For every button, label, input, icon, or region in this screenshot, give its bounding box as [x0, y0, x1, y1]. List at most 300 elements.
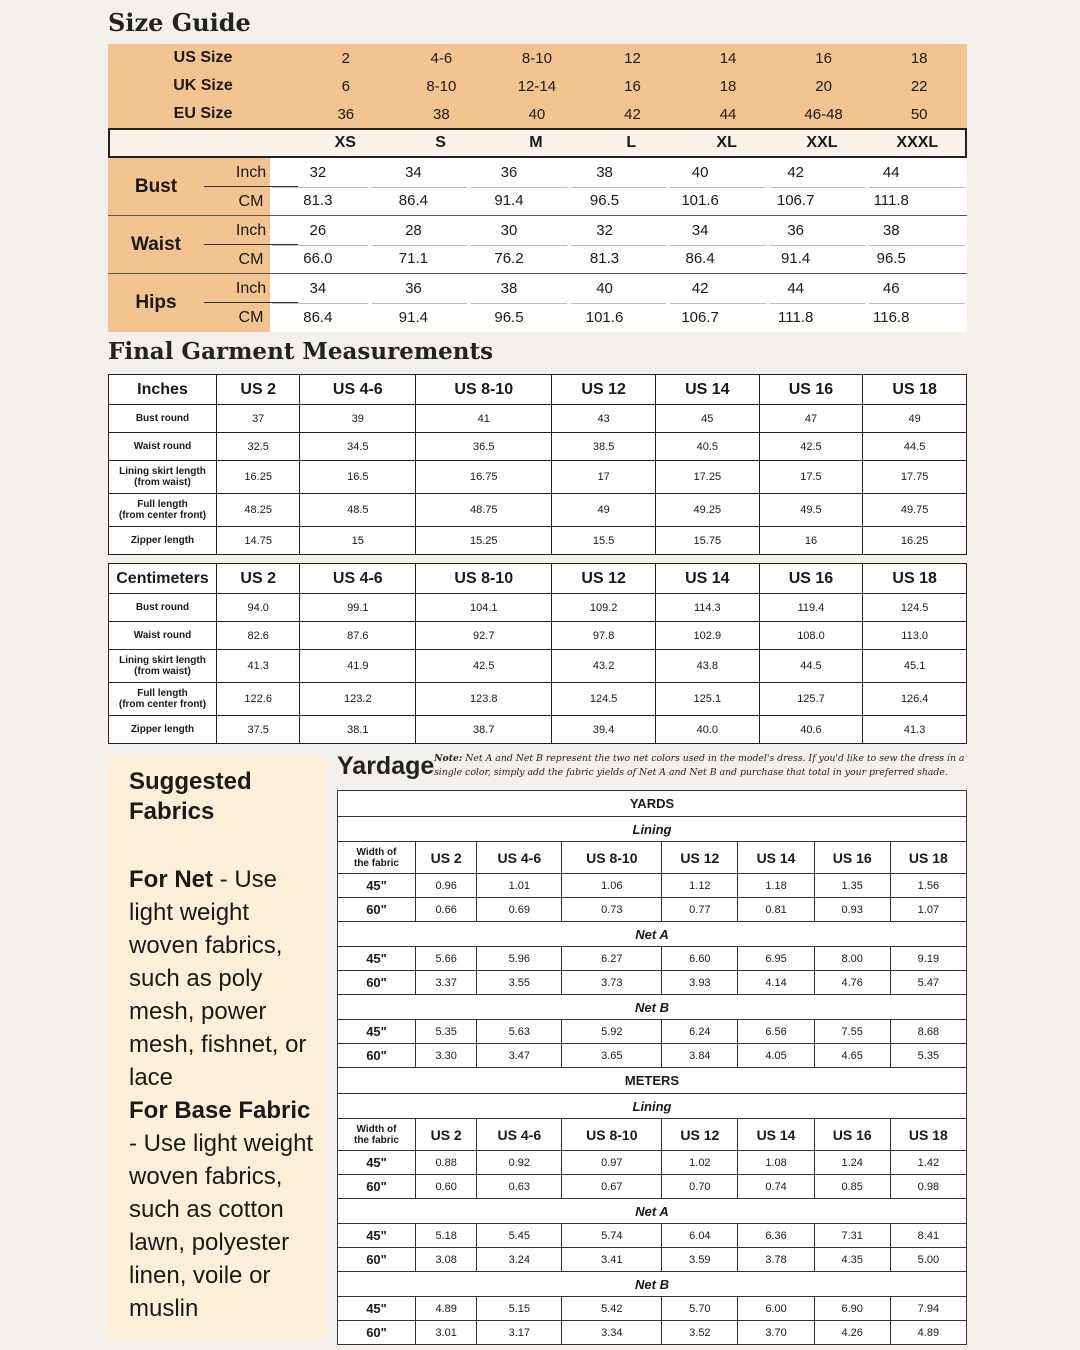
base-fabric-desc: - Use light weight woven fabrics, such as cotton lawn, polyester linen, voile or muslin [129, 1130, 314, 1322]
fabric-width: 60" [338, 1321, 416, 1345]
yardage-size-header: US 18 [890, 842, 966, 874]
yardage-size-header: US 2 [416, 842, 477, 874]
garment-value: 41.3 [863, 716, 967, 744]
cm-value: 116.8 [873, 309, 910, 326]
garment-row-label-line1: Bust round [135, 412, 190, 424]
size-value: 2 [341, 49, 350, 67]
inch-value: 40 [691, 163, 709, 181]
cm-value: 91.4 [494, 192, 524, 210]
size-value: 42 [624, 105, 641, 123]
cm-value: 86.4 [398, 192, 428, 210]
yardage-value: 3.34 [562, 1321, 662, 1345]
size-value: 16 [624, 77, 641, 95]
yardage-value: 7.55 [814, 1020, 890, 1044]
size-value: 20 [815, 77, 832, 95]
garment-measurements-title: Final Garment Measurements [108, 338, 494, 365]
inch-value: 36 [787, 221, 804, 239]
yardage-value: 5.45 [477, 1224, 562, 1248]
yardage-row [338, 947, 967, 971]
inch-value: 34 [309, 280, 327, 297]
inch-value: 40 [596, 280, 613, 297]
yardage-value: 3.65 [562, 1044, 662, 1068]
cm-value: 101.6 [585, 309, 624, 326]
fabric-width: 45" [338, 1224, 416, 1248]
cm-value: 81.3 [303, 192, 333, 210]
yardage-size-header: US 8-10 [562, 1119, 662, 1151]
letter-size: XL [716, 134, 737, 151]
inch-value: 34 [691, 221, 709, 239]
size-value: 8-10 [521, 49, 552, 67]
garment-row [109, 494, 967, 527]
size-value: 50 [910, 105, 928, 123]
inch-value: 38 [596, 163, 613, 181]
garment-row [109, 527, 967, 555]
garment-value: 40.6 [759, 716, 863, 744]
yardage-value: 9.19 [890, 947, 966, 971]
yardage-value: 1.18 [738, 874, 814, 898]
garment-value: 43.8 [655, 650, 759, 683]
size-conversion-row [108, 100, 967, 128]
yardage-value: 3.08 [416, 1248, 477, 1272]
garment-row-label-line1: Zipper length [130, 534, 195, 546]
suggested-fabrics-heading: Suggested Fabrics [129, 768, 252, 825]
measurement-label-cell [108, 274, 270, 332]
yardage-value: 3.73 [562, 971, 662, 995]
inch-values-row [270, 158, 967, 187]
fabric-width: 60" [338, 1044, 416, 1068]
garment-size-header: US 18 [863, 375, 967, 405]
yardage-value: 5.15 [477, 1297, 562, 1321]
measurement-label-cell [108, 216, 270, 273]
garment-row [109, 433, 967, 461]
letter-size: XS [334, 134, 356, 151]
size-value: 38 [433, 105, 450, 123]
suggested-fabrics-panel [108, 757, 325, 1340]
inch-value: 36 [500, 163, 518, 181]
fabric-width: 60" [338, 971, 416, 995]
fabric-width: 45" [338, 947, 416, 971]
yardage-value: 0.74 [738, 1175, 814, 1199]
yardage-unit-label: METERS [338, 1068, 967, 1094]
size-value: 4-6 [430, 49, 453, 67]
yardage-row [338, 1044, 967, 1068]
yardage-size-header: US 14 [738, 1119, 814, 1151]
garment-value: 32.5 [217, 433, 300, 461]
yardage-section-label: Net B [338, 1272, 967, 1297]
yardage-section-row [338, 1199, 967, 1224]
garment-size-header: US 16 [759, 564, 863, 594]
garment-row-label [109, 461, 217, 494]
garment-value: 16.25 [863, 527, 967, 555]
yardage-section-label: Lining [338, 1094, 967, 1119]
size-guide-title: Size Guide [108, 8, 251, 37]
size-system-label: US Size [173, 49, 233, 66]
garment-value: 122.6 [217, 683, 300, 716]
fabric-width-header [338, 842, 416, 874]
yardage-value: 6.95 [738, 947, 814, 971]
garment-value: 15 [300, 527, 416, 555]
yardage-value: 1.56 [890, 874, 966, 898]
garment-row-label [109, 716, 217, 744]
garment-value: 16.5 [300, 461, 416, 494]
garment-value: 125.7 [759, 683, 863, 716]
yardage-value: 0.97 [562, 1151, 662, 1175]
yardage-value: 7.31 [814, 1224, 890, 1248]
cm-value: 101.6 [681, 192, 719, 210]
garment-header-row [109, 375, 967, 405]
fabric-width: 60" [338, 1175, 416, 1199]
yardage-value: 5.00 [890, 1248, 966, 1272]
inch-value: 32 [596, 221, 613, 239]
yardage-header-row [338, 1119, 967, 1151]
yardage-value: 1.12 [662, 874, 738, 898]
net-fabric-desc: - Use light weight woven fabrics, such as poly mesh, power mesh, fishnet, or lace [129, 866, 307, 1091]
measurement-name: Waist [131, 234, 181, 255]
garment-value: 40.5 [655, 433, 759, 461]
garment-row-label-line2: (from center front) [118, 510, 207, 521]
yardage-value: 6.04 [662, 1224, 738, 1248]
yardage-value: 7.94 [890, 1297, 966, 1321]
body-measurement-hips [108, 274, 967, 332]
size-value: 12-14 [517, 77, 557, 95]
garment-value: 41.3 [217, 650, 300, 683]
yardage-value: 1.24 [814, 1151, 890, 1175]
yardage-value: 4.26 [814, 1321, 890, 1345]
garment-value: 41.9 [300, 650, 416, 683]
yardage-value: 0.63 [477, 1175, 562, 1199]
letter-size: M [529, 134, 543, 151]
fabric-width-header-line2: the fabric [353, 857, 399, 869]
garment-size-header: US 4-6 [300, 564, 416, 594]
yardage-size-header: US 14 [738, 842, 814, 874]
size-conversion-row [108, 72, 967, 100]
garment-value: 82.6 [217, 622, 300, 650]
yardage-value: 1.02 [662, 1151, 738, 1175]
size-value: 46-48 [804, 105, 843, 123]
garment-value: 123.2 [300, 683, 416, 716]
garment-row-label [109, 405, 217, 433]
yardage-section-row [338, 817, 967, 842]
garment-value: 16.75 [416, 461, 552, 494]
yardage-value: 6.24 [662, 1020, 738, 1044]
yardage-size-header: US 16 [814, 1119, 890, 1151]
garment-value: 17 [552, 461, 656, 494]
garment-value: 38.5 [552, 433, 656, 461]
yardage-value: 4.76 [814, 971, 890, 995]
yardage-value: 6.36 [738, 1224, 814, 1248]
size-conversion-block [108, 44, 967, 128]
unit-cm-label: CM [238, 250, 264, 268]
yardage-value: 3.30 [416, 1044, 477, 1068]
garment-value: 42.5 [759, 433, 863, 461]
garment-value: 39.4 [552, 716, 656, 744]
garment-unit-label: Inches [109, 375, 217, 405]
garment-row-label-line2: (from waist) [134, 477, 191, 488]
garment-row [109, 650, 967, 683]
garment-value: 124.5 [552, 683, 656, 716]
yardage-section-label: Net B [338, 995, 967, 1020]
garment-value: 49.75 [863, 494, 967, 527]
garment-value: 38.1 [300, 716, 416, 744]
garment-row-label-line1: Waist round [133, 440, 192, 452]
size-value: 14 [719, 49, 737, 67]
yardage-row [338, 1321, 967, 1345]
yardage-section-row [338, 995, 967, 1020]
yardage-section-row [338, 1094, 967, 1119]
yardage-value: 3.78 [738, 1248, 814, 1272]
garment-value: 37.5 [217, 716, 300, 744]
letter-size: L [626, 134, 637, 151]
yardage-row [338, 1297, 967, 1321]
yardage-value: 3.47 [477, 1044, 562, 1068]
garment-size-header: US 14 [655, 375, 759, 405]
cm-value: 96.5 [589, 192, 620, 210]
garment-row-label-line2: (from center front) [118, 699, 207, 710]
garment-header-row [109, 564, 967, 594]
garment-value: 42.5 [416, 650, 552, 683]
yardage-row [338, 1248, 967, 1272]
garment-value: 43 [552, 405, 656, 433]
yardage-value: 0.93 [814, 898, 890, 922]
yardage-value: 3.55 [477, 971, 562, 995]
yardage-value: 5.47 [890, 971, 966, 995]
size-conversion-row [108, 44, 967, 72]
yardage-value: 6.00 [738, 1297, 814, 1321]
garment-value: 104.1 [416, 594, 552, 622]
yardage-value: 8.68 [890, 1020, 966, 1044]
cm-values-row [270, 245, 967, 274]
yardage-value: 5.96 [477, 947, 562, 971]
garment-row-label-line1: Full length [137, 498, 188, 510]
garment-value: 99.1 [300, 594, 416, 622]
net-fabric-text [129, 863, 325, 1094]
garment-row-label [109, 527, 217, 555]
cm-value: 111.8 [873, 192, 909, 210]
garment-value: 123.8 [416, 683, 552, 716]
yardage-row [338, 898, 967, 922]
yardage-value: 3.84 [662, 1044, 738, 1068]
garment-size-header: US 18 [863, 564, 967, 594]
yardage-value: 0.81 [738, 898, 814, 922]
inch-value: 42 [691, 280, 709, 297]
letter-size: XXL [806, 134, 838, 151]
garment-value: 17.75 [863, 461, 967, 494]
inch-value: 38 [500, 280, 518, 297]
yardage-value: 4.89 [416, 1297, 477, 1321]
measurement-values [270, 158, 967, 215]
cm-value: 81.3 [589, 250, 620, 268]
yardage-value: 3.93 [662, 971, 738, 995]
yardage-value: 0.98 [890, 1175, 966, 1199]
unit-cm-label: CM [238, 192, 264, 210]
garment-size-header: US 12 [552, 564, 656, 594]
yardage-unit-label: YARDS [338, 791, 967, 817]
garment-row-label-line1: Zipper length [130, 723, 195, 735]
yardage-value: 0.85 [814, 1175, 890, 1199]
garment-row-label-line1: Full length [137, 687, 188, 699]
garment-row [109, 594, 967, 622]
garment-value: 125.1 [655, 683, 759, 716]
garment-row-label-line1: Bust round [135, 601, 190, 613]
yardage-value: 5.18 [416, 1224, 477, 1248]
yardage-value: 3.17 [477, 1321, 562, 1345]
garment-value: 109.2 [552, 594, 656, 622]
garment-value: 39 [300, 405, 416, 433]
yardage-value: 3.37 [416, 971, 477, 995]
garment-value: 114.3 [655, 594, 759, 622]
garment-row-label-line1: Lining skirt length [119, 465, 206, 477]
cm-values-row [270, 303, 967, 332]
yardage-value: 3.52 [662, 1321, 738, 1345]
cm-value: 76.2 [494, 250, 524, 268]
fabric-width: 45" [338, 1151, 416, 1175]
garment-value: 126.4 [863, 683, 967, 716]
yardage-value: 5.35 [890, 1044, 966, 1068]
yardage-size-header: US 4-6 [477, 1119, 562, 1151]
measurement-values [270, 274, 967, 332]
garment-row-label [109, 594, 217, 622]
garment-unit-label: Centimeters [109, 564, 217, 594]
garment-value: 41 [416, 405, 552, 433]
inch-value: 38 [882, 221, 900, 239]
yardage-title: Yardage [337, 752, 435, 780]
garment-row-label [109, 622, 217, 650]
net-fabric-label: For Net [129, 866, 213, 893]
body-measurement-bust [108, 158, 967, 216]
measurement-name: Bust [134, 176, 178, 197]
yardage-value: 4.35 [814, 1248, 890, 1272]
yardage-value: 6.60 [662, 947, 738, 971]
yardage-note-text: Net A and Net B represent the two net colors used in the model's dress. If you'd like to sew the dress in a single color, simply add the fabric yields of Net A and Net B and purchase that total in your preferred shade. [434, 753, 965, 778]
yardage-size-header: US 18 [890, 1119, 966, 1151]
garment-value: 16.25 [217, 461, 300, 494]
yardage-value: 0.67 [562, 1175, 662, 1199]
inch-value: 34 [405, 163, 422, 181]
fabric-width-header-line1: Width of [356, 1123, 397, 1135]
cm-value: 91.4 [781, 250, 811, 268]
yardage-unit-row [338, 791, 967, 817]
size-value: 18 [719, 77, 737, 95]
measurement-name: Hips [135, 292, 177, 313]
garment-value: 102.9 [655, 622, 759, 650]
yardage-section-row [338, 1272, 967, 1297]
yardage-row [338, 1151, 967, 1175]
garment-value: 48.25 [217, 494, 300, 527]
yardage-value: 5.66 [416, 947, 477, 971]
inch-value: 32 [309, 163, 327, 181]
garment-value: 92.7 [416, 622, 552, 650]
inch-values-row [270, 216, 967, 245]
unit-cm-label: CM [238, 308, 264, 326]
yardage-header-row [338, 842, 967, 874]
garment-value: 94.0 [217, 594, 300, 622]
yardage-value: 0.73 [562, 898, 662, 922]
cm-value: 86.4 [303, 309, 333, 326]
yardage-value: 3.70 [738, 1321, 814, 1345]
yardage-value: 1.35 [814, 874, 890, 898]
garment-table-inches [108, 374, 967, 555]
yardage-value: 0.92 [477, 1151, 562, 1175]
inch-value: 30 [500, 221, 518, 239]
cm-value: 96.5 [494, 309, 524, 326]
yardage-section-label: Net A [338, 922, 967, 947]
garment-row [109, 622, 967, 650]
fabric-width: 60" [338, 898, 416, 922]
yardage-value: 3.41 [562, 1248, 662, 1272]
yardage-value: 0.66 [416, 898, 477, 922]
garment-value: 45.1 [863, 650, 967, 683]
yardage-row [338, 971, 967, 995]
garment-value: 34.5 [300, 433, 416, 461]
measurement-values [270, 216, 967, 273]
garment-table-centimeters [108, 563, 967, 744]
size-value: 6 [341, 77, 350, 95]
unit-inch-label: Inch [235, 279, 267, 297]
inch-value: 26 [309, 221, 327, 239]
garment-value: 36.5 [416, 433, 552, 461]
cm-value: 106.7 [681, 309, 719, 326]
yardage-value: 3.01 [416, 1321, 477, 1345]
garment-size-header: US 4-6 [300, 375, 416, 405]
garment-row-label [109, 650, 217, 683]
garment-size-header: US 2 [217, 375, 300, 405]
garment-value: 40.0 [655, 716, 759, 744]
garment-value: 44.5 [863, 433, 967, 461]
cm-value: 111.8 [778, 309, 814, 326]
yardage-value: 0.69 [477, 898, 562, 922]
yardage-note [434, 752, 979, 780]
yardage-value: 0.70 [662, 1175, 738, 1199]
cm-value: 66.0 [303, 250, 333, 268]
cm-value: 86.4 [685, 250, 715, 268]
inch-value: 28 [405, 221, 422, 239]
garment-value: 48.75 [416, 494, 552, 527]
body-measurement-waist [108, 216, 967, 274]
yardage-value: 0.96 [416, 874, 477, 898]
garment-row-label-line1: Waist round [133, 629, 192, 641]
garment-value: 43.2 [552, 650, 656, 683]
yardage-value: 1.06 [562, 874, 662, 898]
yardage-value: 6.90 [814, 1297, 890, 1321]
letter-size: S [435, 134, 446, 151]
letter-size: XXXL [896, 134, 939, 151]
yardage-value: 5.35 [416, 1020, 477, 1044]
inch-values-row [270, 274, 967, 303]
size-value: 18 [910, 49, 928, 67]
size-system-label: EU Size [173, 105, 233, 122]
yardage-value: 8.41 [890, 1224, 966, 1248]
yardage-table-yards [337, 790, 967, 1068]
garment-value: 15.5 [552, 527, 656, 555]
yardage-value: 1.42 [890, 1151, 966, 1175]
yardage-section-label: Net A [338, 1199, 967, 1224]
yardage-value: 3.59 [662, 1248, 738, 1272]
garment-row [109, 461, 967, 494]
fabric-width: 45" [338, 1297, 416, 1321]
yardage-note-label: Note: [434, 753, 463, 764]
base-fabric-text [129, 1094, 325, 1325]
garment-value: 49.25 [655, 494, 759, 527]
garment-row-label-line1: Lining skirt length [119, 654, 206, 666]
fabric-width: 45" [338, 1020, 416, 1044]
yardage-unit-row [338, 1068, 967, 1094]
cm-value: 96.5 [876, 250, 906, 268]
cm-value: 91.4 [398, 309, 428, 326]
garment-value: 17.5 [759, 461, 863, 494]
garment-size-header: US 8-10 [416, 375, 552, 405]
garment-value: 15.75 [655, 527, 759, 555]
garment-value: 37 [217, 405, 300, 433]
